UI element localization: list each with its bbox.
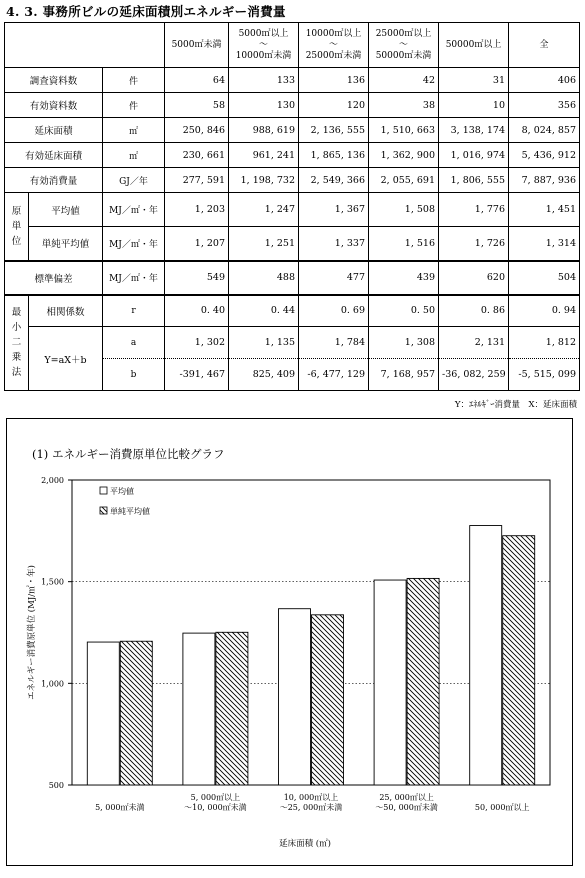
value-cell: 1, 776 [439,193,509,227]
value-cell: 1, 784 [299,327,369,359]
x-axis-title: 延床面積 (㎡) [279,839,331,849]
chart-frame [6,418,573,866]
value-cell: 825, 409 [229,359,299,391]
value-cell: 1, 510, 663 [369,118,439,143]
value-cell: -5, 515, 099 [509,359,580,391]
column-header [299,23,369,68]
x-category-label: 50, 000㎡以上 [474,803,530,812]
column-header [369,23,439,68]
x-category-label: 10, 000㎡以上 [283,793,339,802]
table-header-row [5,23,580,68]
value-cell: 58 [165,93,229,118]
value-cell: 2, 136, 555 [299,118,369,143]
row-label: 有効延床面積 [5,143,103,168]
unit-cell: MJ／㎡・年 [103,261,165,295]
value-cell: 1, 314 [509,227,580,261]
x-category-label: 5, 000㎡未満 [95,803,145,812]
value-cell: 504 [509,261,580,295]
group-label-lsq: 最 小 二 乗 法 [5,295,29,391]
value-cell: 1, 508 [369,193,439,227]
value-cell: 38 [369,93,439,118]
value-cell: 42 [369,68,439,93]
column-header-line: 5000㎡以上 [238,28,289,39]
x-category-label: ～25, 000㎡未満 [279,803,343,812]
table-row [5,327,580,359]
row-label: 延床面積 [5,118,103,143]
y-axis-title: エネルギー消費原単位 (MJ/㎡・年) [27,565,37,700]
value-cell: 1, 247 [229,193,299,227]
value-cell: 120 [299,93,369,118]
column-header-line: 10000㎡未満 [235,50,292,61]
value-cell: 0. 40 [165,295,229,327]
unit-cell: r [103,295,165,327]
y-tick-label: 1,000 [41,679,64,689]
y-tick-label: 2,000 [41,476,64,485]
table-row [5,93,580,118]
legend-label: 平均値 [110,487,134,496]
row-label: 標準偏差 [5,261,103,295]
column-header [509,23,580,68]
value-cell: 1, 251 [229,227,299,261]
value-cell: 488 [229,261,299,295]
column-header-line: 50000㎡以上 [445,39,502,50]
value-cell: 0. 86 [439,295,509,327]
column-header-line: ～ [259,39,269,50]
value-cell: 2, 131 [439,327,509,359]
value-cell: 549 [165,261,229,295]
table-note: Y：ｴﾈﾙｷﾞｰ消費量 X：延床面積 [454,400,577,410]
row-label: 有効資料数 [5,93,103,118]
table-row [5,193,580,227]
value-cell: 133 [229,68,299,93]
unit-cell: MJ／㎡・年 [103,193,165,227]
value-cell: 136 [299,68,369,93]
value-cell: 7, 887, 936 [509,168,580,193]
table-row [5,227,580,261]
unit-cell: a [103,327,165,359]
row-label: 単純平均値 [29,227,103,261]
legend-label: 単純平均値 [110,507,150,516]
value-cell: 250, 846 [165,118,229,143]
value-cell: 8, 024, 857 [509,118,580,143]
value-cell: 406 [509,68,580,93]
value-cell: 620 [439,261,509,295]
value-cell: 130 [229,93,299,118]
value-cell: 1, 865, 136 [299,143,369,168]
value-cell: 0. 94 [509,295,580,327]
unit-cell: MJ／㎡・年 [103,227,165,261]
value-cell: -6, 477, 129 [299,359,369,391]
value-cell: -391, 467 [165,359,229,391]
value-cell: 0. 44 [229,295,299,327]
table-row [5,261,580,295]
value-cell: 2, 549, 366 [299,168,369,193]
value-cell: 10 [439,93,509,118]
value-cell: 64 [165,68,229,93]
unit-cell: 件 [103,93,165,118]
x-category-label: 25, 000㎡以上 [379,793,434,802]
value-cell: 961, 241 [229,143,299,168]
header-blank-cell [5,23,165,68]
value-cell: 0. 50 [369,295,439,327]
x-category-label: 5, 000㎡以上 [190,793,241,802]
formula-label: Y=aX＋b [29,327,103,391]
row-label: 有効消費量 [5,168,103,193]
unit-cell: GJ／年 [103,168,165,193]
y-tick-label: 500 [48,781,64,790]
value-cell: 1, 308 [369,327,439,359]
value-cell: 1, 726 [439,227,509,261]
column-header-line: ～ [329,39,339,50]
column-header-line: 全 [539,39,549,50]
value-cell: 1, 016, 974 [439,143,509,168]
value-cell: 439 [369,261,439,295]
group-label-unit: 原 単 位 [5,193,29,261]
value-cell: 988, 619 [229,118,299,143]
column-header-line: 25000㎡以上 [375,28,432,39]
column-header [439,23,509,68]
value-cell: 230, 661 [165,143,229,168]
value-cell: 3, 138, 174 [439,118,509,143]
value-cell: 277, 591 [165,168,229,193]
column-header-line: 10000㎡以上 [305,28,362,39]
value-cell: 1, 337 [299,227,369,261]
table-row [5,68,580,93]
value-cell: 31 [439,68,509,93]
column-header [229,23,299,68]
value-cell: 1, 367 [299,193,369,227]
column-header-line: 25000㎡未満 [305,50,362,61]
table-row [5,295,580,327]
table-row [5,168,580,193]
x-category-label: ～10, 000㎡未満 [184,803,247,812]
value-cell: 1, 806, 555 [439,168,509,193]
x-category-label: ～50, 000㎡未満 [375,803,438,812]
chart-title: (1) エネルギー消費原単位比較グラフ [32,447,225,461]
row-label: 平均値 [29,193,103,227]
value-cell: 1, 198, 732 [229,168,299,193]
energy-consumption-table [4,22,580,391]
value-cell: 1, 451 [509,193,580,227]
y-tick-label: 1,500 [41,577,64,587]
unit-cell: b [103,359,165,391]
value-cell: 1, 203 [165,193,229,227]
value-cell: 1, 362, 900 [369,143,439,168]
value-cell: 1, 516 [369,227,439,261]
column-header [165,23,229,68]
column-header-line: 50000㎡未満 [375,50,432,61]
row-label: 相関係数 [29,295,103,327]
value-cell: 477 [299,261,369,295]
value-cell: 1, 207 [165,227,229,261]
value-cell: 1, 812 [509,327,580,359]
row-label: 調査資料数 [5,68,103,93]
value-cell: 5, 436, 912 [509,143,580,168]
page-title: 4. 3. 事務所ビルの延床面積別エネルギー消費量 [6,4,286,19]
value-cell: 356 [509,93,580,118]
value-cell: 2, 055, 691 [369,168,439,193]
value-cell: 1, 135 [229,327,299,359]
table-row [5,143,580,168]
unit-cell: ㎡ [103,118,165,143]
column-header-line: 5000㎡未満 [171,39,222,50]
column-header-line: ～ [399,39,409,50]
value-cell: 0. 69 [299,295,369,327]
unit-cell: ㎡ [103,143,165,168]
table-row [5,118,580,143]
value-cell: 7, 168, 957 [369,359,439,391]
value-cell: 1, 302 [165,327,229,359]
unit-cell: 件 [103,68,165,93]
value-cell: -36, 082, 259 [439,359,509,391]
